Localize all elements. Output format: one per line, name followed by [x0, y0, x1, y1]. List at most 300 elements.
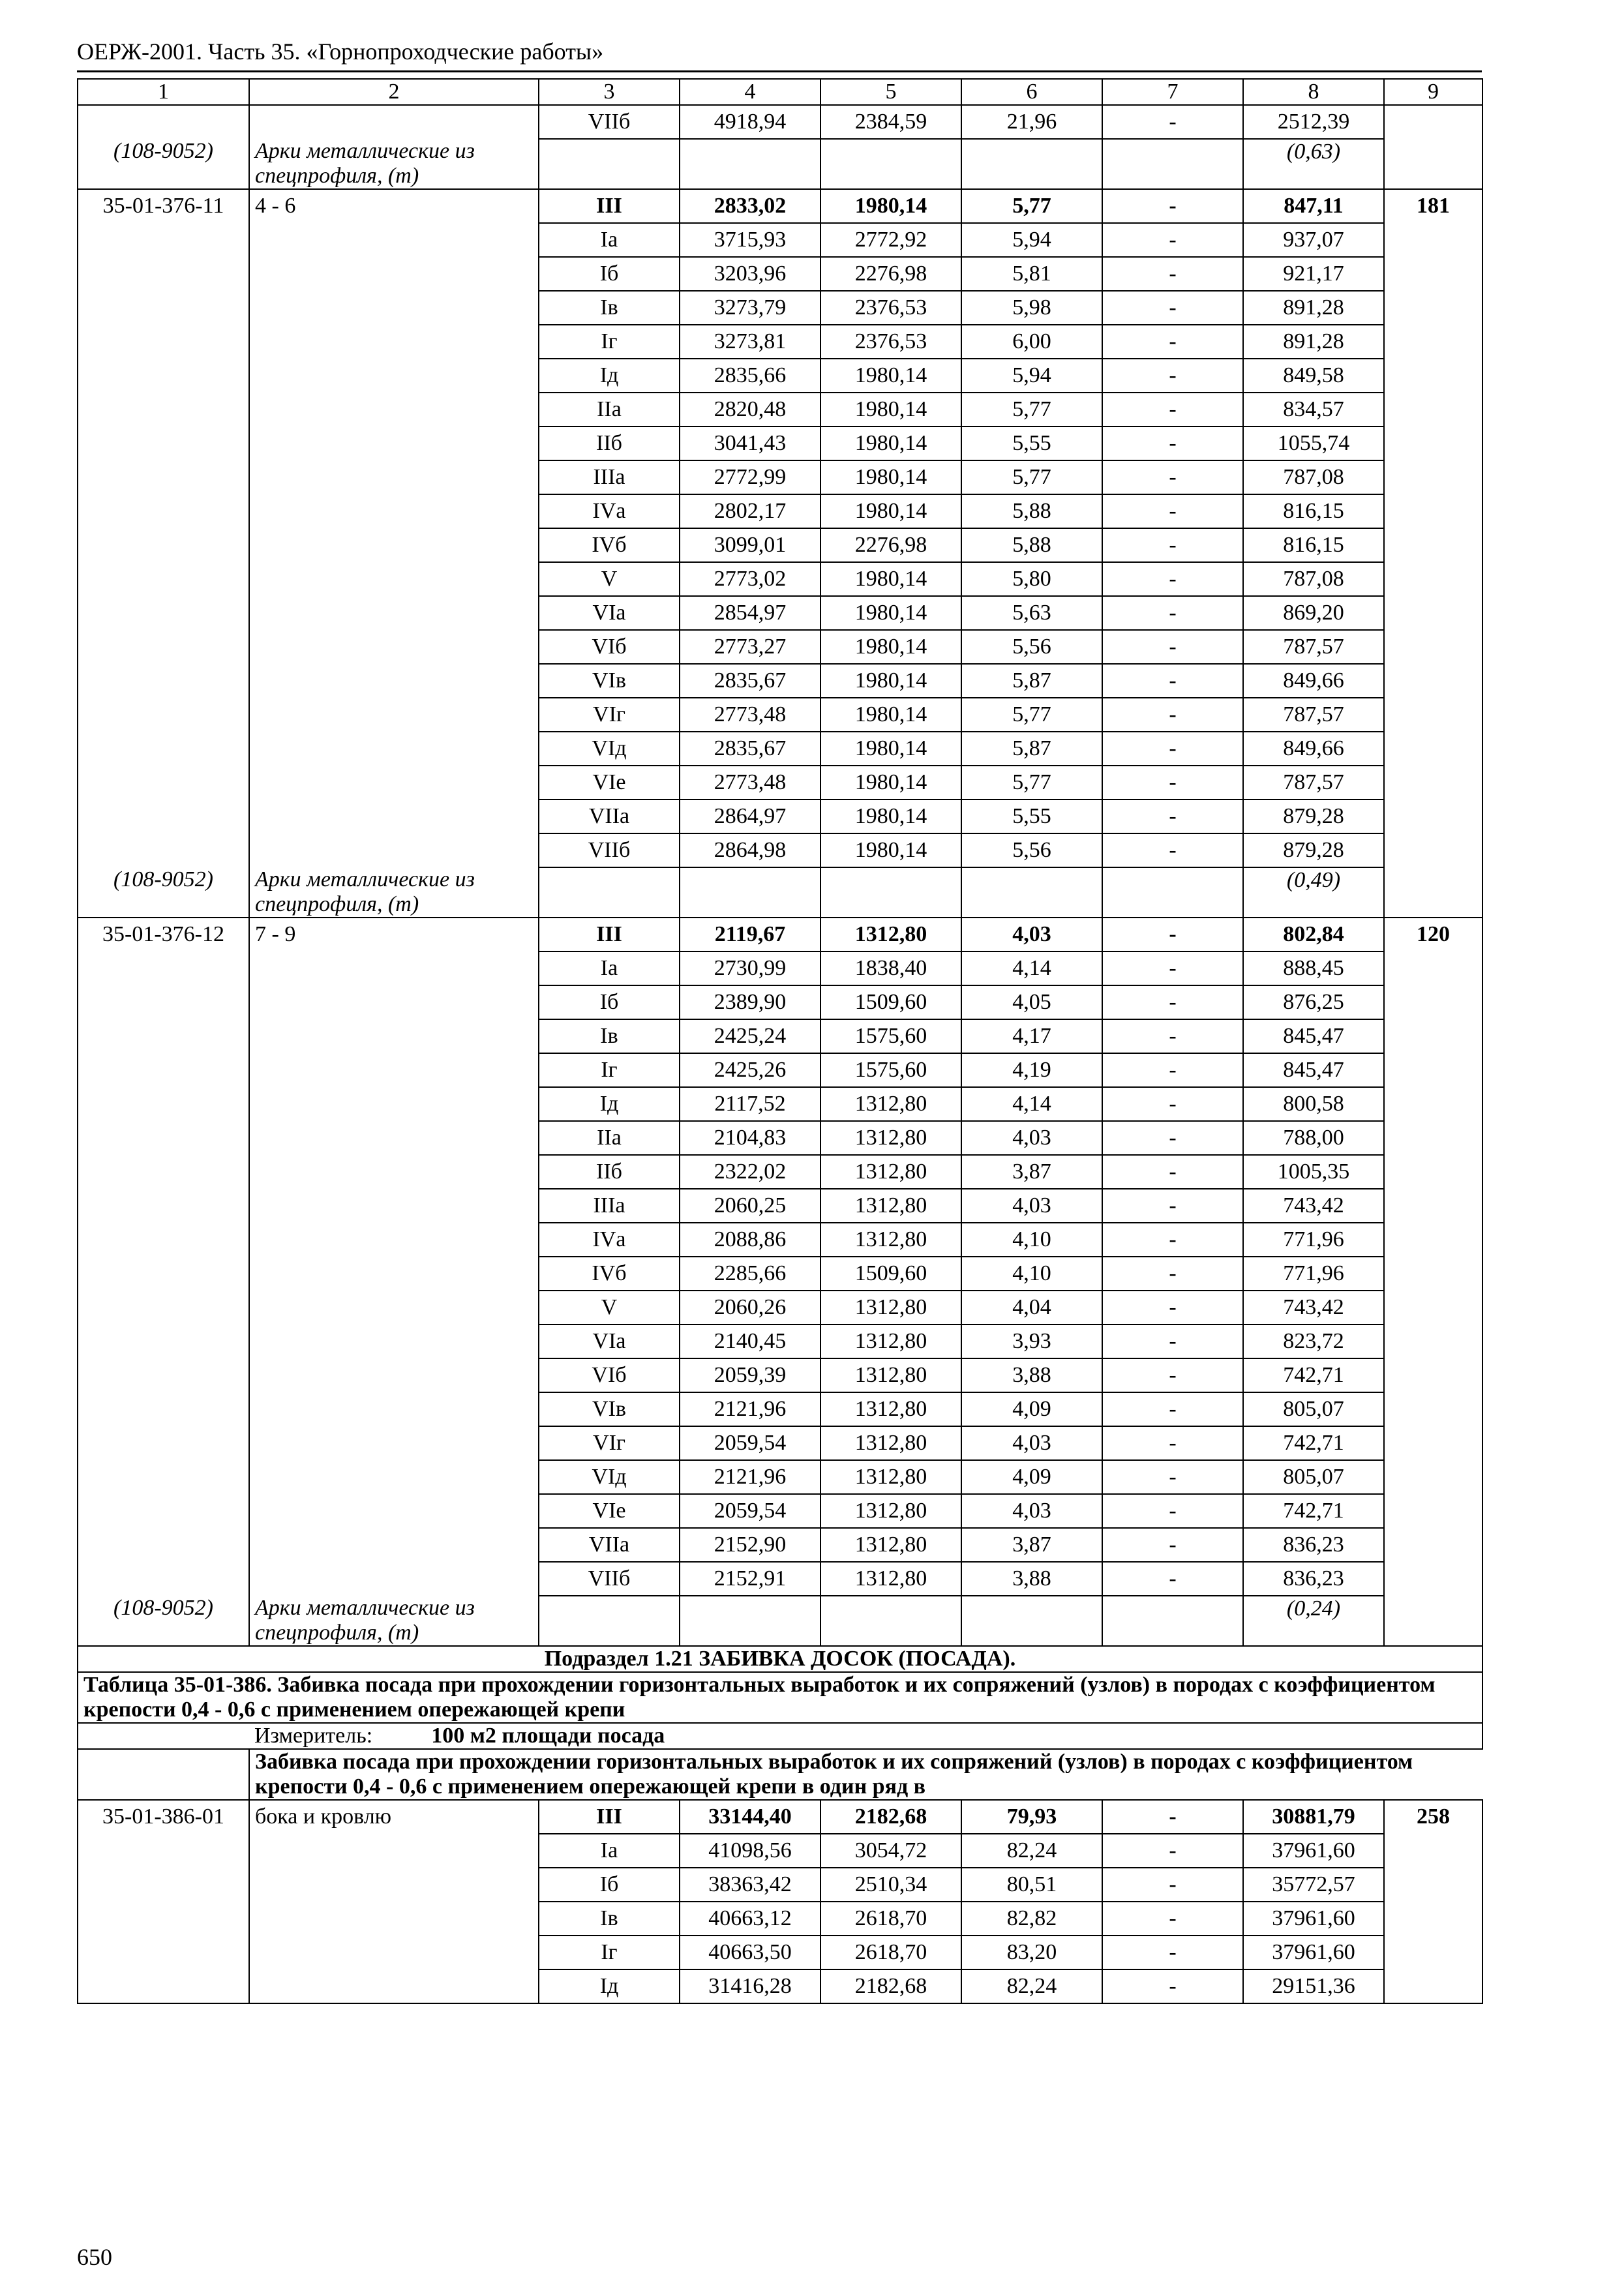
value-cell: 2773,27 — [680, 630, 820, 664]
value-cell: 743,42 — [1243, 1189, 1384, 1223]
name-cell — [249, 291, 539, 325]
code-cell — [78, 1562, 249, 1596]
value-cell: 5,56 — [961, 833, 1102, 867]
name-cell — [249, 630, 539, 664]
annotation-cell — [1384, 1019, 1482, 1053]
value-cell: 849,66 — [1243, 732, 1384, 766]
value-cell: 816,15 — [1243, 494, 1384, 528]
value-cell: 1980,14 — [820, 596, 961, 630]
value-cell: 3,88 — [961, 1358, 1102, 1392]
value-cell: 2425,26 — [680, 1053, 820, 1087]
code-cell — [78, 1087, 249, 1121]
value-cell: 2276,98 — [820, 528, 961, 562]
value-cell: - — [1102, 732, 1243, 766]
table-row — [78, 1087, 1482, 1121]
table-row — [78, 1868, 1482, 1902]
value-cell: 787,08 — [1243, 562, 1384, 596]
zone-cell: Iа — [539, 223, 680, 257]
value-cell: 4,09 — [961, 1460, 1102, 1494]
value-cell: 771,96 — [1243, 1257, 1384, 1291]
value-cell: 2512,39 — [1243, 105, 1384, 139]
code-cell — [78, 426, 249, 460]
code-cell — [78, 951, 249, 985]
table-row — [78, 800, 1482, 833]
table-row — [78, 766, 1482, 800]
table-row — [78, 291, 1482, 325]
value-cell: 4,04 — [961, 1291, 1102, 1324]
resource-qty: (0,63) — [1243, 139, 1384, 189]
table-row — [78, 1460, 1482, 1494]
value-cell: - — [1102, 393, 1243, 426]
empty-cell — [820, 1596, 961, 1646]
zone-cell: Iг — [539, 1053, 680, 1087]
value-cell: 4,03 — [961, 1121, 1102, 1155]
zone-cell: Iг — [539, 325, 680, 359]
zone-cell: IIIа — [539, 460, 680, 494]
value-cell: 5,55 — [961, 800, 1102, 833]
value-cell: - — [1102, 1426, 1243, 1460]
code-cell — [78, 1936, 249, 1969]
value-cell: 771,96 — [1243, 1223, 1384, 1257]
value-cell: 4,10 — [961, 1257, 1102, 1291]
col-header: 9 — [1384, 79, 1482, 105]
zone-cell: Iв — [539, 1902, 680, 1936]
value-cell: 82,82 — [961, 1902, 1102, 1936]
value-cell: - — [1102, 1121, 1243, 1155]
value-cell: 41098,56 — [680, 1834, 820, 1868]
value-cell: 3099,01 — [680, 528, 820, 562]
value-cell: 2322,02 — [680, 1155, 820, 1189]
value-cell: 1980,14 — [820, 630, 961, 664]
name-cell — [249, 766, 539, 800]
name-cell — [249, 1189, 539, 1223]
value-cell: 2376,53 — [820, 325, 961, 359]
code-cell — [78, 460, 249, 494]
value-cell: 4,17 — [961, 1019, 1102, 1053]
annotation-cell — [1384, 1596, 1482, 1646]
annotation-cell: 120 — [1384, 918, 1482, 951]
code-cell — [78, 1053, 249, 1087]
code-cell — [78, 562, 249, 596]
value-cell: 21,96 — [961, 105, 1102, 139]
annotation-cell — [1384, 1936, 1482, 1969]
value-cell: 2182,68 — [820, 1969, 961, 2003]
table-row — [78, 1121, 1482, 1155]
value-cell: 1055,74 — [1243, 426, 1384, 460]
table-row — [78, 1189, 1482, 1223]
value-cell: 2618,70 — [820, 1902, 961, 1936]
code-cell — [78, 1155, 249, 1189]
zone-cell: III — [539, 1800, 680, 1834]
value-cell: 1312,80 — [820, 1562, 961, 1596]
value-cell: 2152,90 — [680, 1528, 820, 1562]
annotation-cell — [1384, 985, 1482, 1019]
code-cell — [78, 596, 249, 630]
name-cell — [249, 1902, 539, 1936]
name-cell — [249, 105, 539, 139]
value-cell: 1312,80 — [820, 1392, 961, 1426]
value-cell: 1980,14 — [820, 393, 961, 426]
code-cell — [78, 1902, 249, 1936]
table-row — [78, 732, 1482, 766]
annotation-cell — [1384, 1834, 1482, 1868]
table-row — [78, 918, 1482, 951]
table-row — [78, 1392, 1482, 1426]
code-cell — [78, 630, 249, 664]
value-cell: 2773,48 — [680, 698, 820, 732]
value-cell: 5,94 — [961, 223, 1102, 257]
value-cell: 2389,90 — [680, 985, 820, 1019]
zone-cell: Iб — [539, 257, 680, 291]
value-cell: 816,15 — [1243, 528, 1384, 562]
zone-cell: VIб — [539, 1358, 680, 1392]
value-cell: 40663,50 — [680, 1936, 820, 1969]
value-cell: 1980,14 — [820, 189, 961, 223]
value-cell: 787,57 — [1243, 630, 1384, 664]
value-cell: 891,28 — [1243, 291, 1384, 325]
empty-cell — [680, 1596, 820, 1646]
value-cell: 37961,60 — [1243, 1936, 1384, 1969]
name-cell — [249, 833, 539, 867]
value-cell: 2854,97 — [680, 596, 820, 630]
value-cell: 4,03 — [961, 918, 1102, 951]
value-cell: 2152,91 — [680, 1562, 820, 1596]
value-cell: 4,03 — [961, 1494, 1102, 1528]
annotation-cell — [1384, 359, 1482, 393]
annotation-cell — [1384, 698, 1482, 732]
zone-cell: VIв — [539, 664, 680, 698]
value-cell: 2772,92 — [820, 223, 961, 257]
annotation-cell — [1384, 1053, 1482, 1087]
value-cell: 1980,14 — [820, 562, 961, 596]
code-cell — [78, 1528, 249, 1562]
annotation-cell — [1384, 664, 1482, 698]
annotation-cell — [1384, 1358, 1482, 1392]
name-cell — [249, 426, 539, 460]
name-cell — [249, 1936, 539, 1969]
description-row — [78, 1749, 1482, 1800]
value-cell: - — [1102, 1562, 1243, 1596]
value-cell: 2864,97 — [680, 800, 820, 833]
code-cell — [78, 257, 249, 291]
code-cell — [78, 1291, 249, 1324]
zone-cell: IIб — [539, 426, 680, 460]
value-cell: 802,84 — [1243, 918, 1384, 951]
zone-cell: VIг — [539, 1426, 680, 1460]
value-cell: 3041,43 — [680, 426, 820, 460]
table-title-cell: Таблица 35-01-386. Забивка посада при прохождении горизонтальных выработок и их сопряжений (узлов) в породах с коэффициентом крепости 0,4 - 0,6 с применением опережающей крепи — [78, 1672, 1482, 1723]
value-cell: - — [1102, 596, 1243, 630]
value-cell: 3,93 — [961, 1324, 1102, 1358]
table-row — [78, 223, 1482, 257]
value-cell: 83,20 — [961, 1936, 1102, 1969]
zone-cell: V — [539, 1291, 680, 1324]
annotation-cell: 181 — [1384, 189, 1482, 223]
name-cell — [249, 1087, 539, 1121]
annotation-cell — [1384, 867, 1482, 918]
zone-cell: IVб — [539, 528, 680, 562]
value-cell: 1509,60 — [820, 985, 961, 1019]
annotation-cell — [1384, 528, 1482, 562]
value-cell: 3,87 — [961, 1528, 1102, 1562]
annotation-cell — [1384, 951, 1482, 985]
column-header-row — [78, 79, 1482, 105]
value-cell: - — [1102, 562, 1243, 596]
value-cell: 3,88 — [961, 1562, 1102, 1596]
zone-cell: Iа — [539, 1834, 680, 1868]
table-row — [78, 257, 1482, 291]
table-row — [78, 1902, 1482, 1936]
annotation-cell — [1384, 1257, 1482, 1291]
value-cell: 845,47 — [1243, 1019, 1384, 1053]
annotation-cell — [1384, 291, 1482, 325]
zone-cell: VIIа — [539, 1528, 680, 1562]
value-cell: 1980,14 — [820, 494, 961, 528]
code-cell — [78, 1494, 249, 1528]
zone-cell: IVа — [539, 1223, 680, 1257]
value-cell: - — [1102, 918, 1243, 951]
value-cell: 1312,80 — [820, 1324, 961, 1358]
annotation-cell — [1384, 1189, 1482, 1223]
table-row — [78, 833, 1482, 867]
value-cell: 1980,14 — [820, 833, 961, 867]
value-cell: - — [1102, 800, 1243, 833]
zone-cell: VIа — [539, 1324, 680, 1358]
value-cell: - — [1102, 426, 1243, 460]
value-cell: 1312,80 — [820, 1494, 961, 1528]
annotation-cell — [1384, 1426, 1482, 1460]
measure-cell — [249, 1723, 1482, 1749]
value-cell: - — [1102, 1902, 1243, 1936]
value-cell: 5,88 — [961, 528, 1102, 562]
name-cell: 4 - 6 — [249, 189, 539, 223]
zone-cell: Iг — [539, 1936, 680, 1969]
resource-code: (108-9052) — [78, 139, 249, 189]
value-cell: - — [1102, 257, 1243, 291]
name-cell — [249, 951, 539, 985]
value-cell: 2276,98 — [820, 257, 961, 291]
col-header: 6 — [961, 79, 1102, 105]
value-cell: 805,07 — [1243, 1392, 1384, 1426]
code-cell — [78, 698, 249, 732]
annotation-cell — [1384, 1223, 1482, 1257]
value-cell: 788,00 — [1243, 1121, 1384, 1155]
value-cell: 847,11 — [1243, 189, 1384, 223]
value-cell: 1312,80 — [820, 1291, 961, 1324]
value-cell: 2117,52 — [680, 1087, 820, 1121]
value-cell: 787,08 — [1243, 460, 1384, 494]
name-cell — [249, 257, 539, 291]
zone-cell: Iв — [539, 291, 680, 325]
value-cell: 2820,48 — [680, 393, 820, 426]
name-cell — [249, 393, 539, 426]
value-cell: 742,71 — [1243, 1358, 1384, 1392]
value-cell: 30881,79 — [1243, 1800, 1384, 1834]
table-title — [78, 1672, 1482, 1723]
value-cell: - — [1102, 1800, 1243, 1834]
code-cell — [78, 1121, 249, 1155]
annotation-cell — [1384, 1494, 1482, 1528]
value-cell: 1312,80 — [820, 1460, 961, 1494]
value-cell: 845,47 — [1243, 1053, 1384, 1087]
code-cell: 35-01-386-01 — [78, 1800, 249, 1834]
resource-name: Арки металлические из спецпрофиля, (т) — [249, 1596, 539, 1646]
value-cell: 4,03 — [961, 1189, 1102, 1223]
value-cell: 1980,14 — [820, 426, 961, 460]
code-cell — [78, 1868, 249, 1902]
name-cell — [249, 800, 539, 833]
section-title-cell: Подраздел 1.21 ЗАБИВКА ДОСОК (ПОСАДА). — [78, 1646, 1482, 1672]
name-cell — [249, 1460, 539, 1494]
value-cell: - — [1102, 359, 1243, 393]
empty-cell — [961, 1596, 1102, 1646]
value-cell: - — [1102, 1324, 1243, 1358]
value-cell: 1312,80 — [820, 1358, 961, 1392]
annotation-cell — [1384, 596, 1482, 630]
value-cell: - — [1102, 105, 1243, 139]
value-cell: 1980,14 — [820, 359, 961, 393]
value-cell: 3203,96 — [680, 257, 820, 291]
table-row — [78, 1969, 1482, 2003]
value-cell: 1980,14 — [820, 698, 961, 732]
value-cell: 1509,60 — [820, 1257, 961, 1291]
value-cell: 5,80 — [961, 562, 1102, 596]
code-cell — [78, 1324, 249, 1358]
value-cell: 2060,26 — [680, 1291, 820, 1324]
value-cell: 1980,14 — [820, 460, 961, 494]
value-cell: 921,17 — [1243, 257, 1384, 291]
value-cell: 33144,40 — [680, 1800, 820, 1834]
name-cell — [249, 1528, 539, 1562]
zone-cell: VIд — [539, 732, 680, 766]
code-cell — [78, 1358, 249, 1392]
value-cell: 2059,39 — [680, 1358, 820, 1392]
zone-cell: VIе — [539, 1494, 680, 1528]
value-cell: - — [1102, 494, 1243, 528]
value-cell: 3715,93 — [680, 223, 820, 257]
value-cell: 834,57 — [1243, 393, 1384, 426]
code-cell — [78, 325, 249, 359]
code-cell — [78, 1426, 249, 1460]
value-cell: 3273,79 — [680, 291, 820, 325]
value-cell: 38363,42 — [680, 1868, 820, 1902]
value-cell: 37961,60 — [1243, 1834, 1384, 1868]
empty-cell — [1102, 867, 1243, 918]
value-cell: 80,51 — [961, 1868, 1102, 1902]
value-cell: 2425,24 — [680, 1019, 820, 1053]
resource-row — [78, 139, 1482, 189]
value-cell: 2772,99 — [680, 460, 820, 494]
value-cell: 2773,02 — [680, 562, 820, 596]
value-cell: 2864,98 — [680, 833, 820, 867]
value-cell: 836,23 — [1243, 1562, 1384, 1596]
value-cell: - — [1102, 833, 1243, 867]
value-cell: 800,58 — [1243, 1087, 1384, 1121]
value-cell: - — [1102, 951, 1243, 985]
annotation-cell — [1384, 460, 1482, 494]
value-cell: 3273,81 — [680, 325, 820, 359]
name-cell — [249, 1121, 539, 1155]
value-cell: 5,77 — [961, 189, 1102, 223]
name-cell — [249, 1494, 539, 1528]
value-cell: - — [1102, 1528, 1243, 1562]
zone-cell: VIIб — [539, 833, 680, 867]
resource-name: Арки металлические из спецпрофиля, (т) — [249, 867, 539, 918]
rates-table — [77, 78, 1483, 2004]
table-row — [78, 460, 1482, 494]
value-cell: 5,55 — [961, 426, 1102, 460]
value-cell: 2060,25 — [680, 1189, 820, 1223]
value-cell: 4,10 — [961, 1223, 1102, 1257]
zone-cell: III — [539, 189, 680, 223]
code-cell — [78, 1969, 249, 2003]
name-cell — [249, 1019, 539, 1053]
value-cell: 2182,68 — [820, 1800, 961, 1834]
value-cell: 3054,72 — [820, 1834, 961, 1868]
name-cell — [249, 596, 539, 630]
value-cell: - — [1102, 698, 1243, 732]
value-cell: 869,20 — [1243, 596, 1384, 630]
value-cell: 787,57 — [1243, 698, 1384, 732]
value-cell: 1312,80 — [820, 918, 961, 951]
value-cell: 742,71 — [1243, 1426, 1384, 1460]
code-cell — [78, 105, 249, 139]
value-cell: 5,77 — [961, 393, 1102, 426]
annotation-cell — [1384, 325, 1482, 359]
value-cell: - — [1102, 1291, 1243, 1324]
code-cell — [78, 985, 249, 1019]
table-row — [78, 562, 1482, 596]
page-header: ОЕРЖ-2001. Часть 35. «Горнопроходческие работы» — [77, 38, 604, 65]
value-cell: 2835,67 — [680, 664, 820, 698]
zone-cell: Iд — [539, 1969, 680, 2003]
value-cell: 5,88 — [961, 494, 1102, 528]
zone-cell: Iа — [539, 951, 680, 985]
value-cell: 2121,96 — [680, 1460, 820, 1494]
code-cell — [78, 1223, 249, 1257]
name-cell — [249, 1257, 539, 1291]
zone-cell: Iб — [539, 985, 680, 1019]
table-row — [78, 596, 1482, 630]
zone-cell: VIIб — [539, 105, 680, 139]
value-cell: 40663,12 — [680, 1902, 820, 1936]
name-cell — [249, 528, 539, 562]
value-cell: 3,87 — [961, 1155, 1102, 1189]
value-cell: 79,93 — [961, 1800, 1102, 1834]
value-cell: - — [1102, 766, 1243, 800]
zone-cell: III — [539, 918, 680, 951]
value-cell: 836,23 — [1243, 1528, 1384, 1562]
annotation-cell — [1384, 494, 1482, 528]
name-cell — [249, 732, 539, 766]
table-row — [78, 189, 1482, 223]
value-cell: - — [1102, 1087, 1243, 1121]
resource-code: (108-9052) — [78, 867, 249, 918]
table-row — [78, 1019, 1482, 1053]
value-cell: 2618,70 — [820, 1936, 961, 1969]
value-cell: - — [1102, 1834, 1243, 1868]
value-cell: 849,58 — [1243, 359, 1384, 393]
table-row — [78, 1528, 1482, 1562]
value-cell: 5,63 — [961, 596, 1102, 630]
value-cell: 1312,80 — [820, 1121, 961, 1155]
value-cell: - — [1102, 664, 1243, 698]
value-cell: 1838,40 — [820, 951, 961, 985]
annotation-cell — [1384, 105, 1482, 139]
measure-spacer — [78, 1723, 249, 1749]
value-cell: 2773,48 — [680, 766, 820, 800]
value-cell: 1312,80 — [820, 1087, 961, 1121]
